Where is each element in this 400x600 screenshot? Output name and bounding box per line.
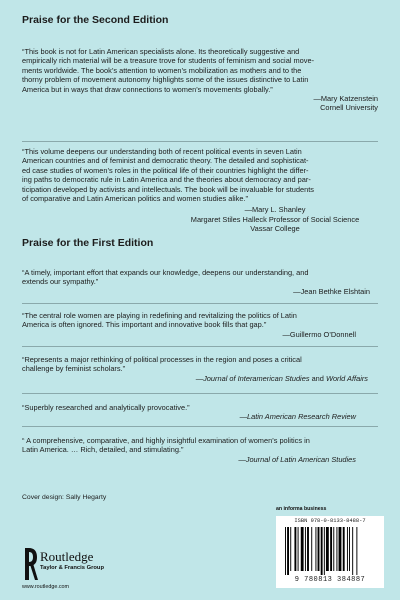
- barcode-bar: [356, 527, 357, 575]
- first-edition-heading: Praise for the First Edition: [22, 237, 154, 249]
- divider: [22, 303, 378, 304]
- quote-line: of comparative and Latin American politics and women studies alike.”: [22, 194, 248, 204]
- attribution-and: and: [309, 373, 326, 383]
- publisher-group: Taylor & Francis Group: [40, 565, 104, 571]
- quote-elshtain: [22, 268, 378, 296]
- isbn-digits: 9 780813 384887: [294, 576, 366, 584]
- quote-line: challenge by feminist scholars.”: [22, 364, 126, 374]
- barcode-bar: [307, 527, 309, 571]
- journal-name: Latin American Research Review: [247, 412, 356, 422]
- quote-line: ments worldwide. The book’s attention to women’s mobilization as mothers and to the: [22, 65, 302, 75]
- quote-jlas: [22, 436, 378, 464]
- barcode-bar: [326, 527, 329, 571]
- barcode-bar: [330, 527, 332, 571]
- barcode-bar: [347, 527, 348, 571]
- routledge-logo: [22, 546, 162, 590]
- quote-line: Latin America. … Rich, detailed, and stimulating.”: [22, 445, 184, 455]
- quote-line: America is often ignored. This important and innovative book fills that gap.”: [22, 320, 267, 330]
- barcode-bars: [285, 527, 375, 575]
- barcode-bar: [339, 527, 342, 571]
- barcode-bar: [333, 527, 334, 571]
- attribution-dash: —: [238, 454, 246, 464]
- barcode-bar: [321, 527, 323, 575]
- divider: [22, 346, 378, 347]
- attribution-dash: —: [195, 373, 204, 383]
- quote-line: extends our sympathy.”: [22, 277, 99, 287]
- journal-name: Journal of Latin American Studies: [245, 454, 356, 464]
- barcode-bar: [294, 527, 296, 571]
- attribution-affiliation: Cornell University: [320, 103, 378, 113]
- cover-design-credit: Cover design: Sally Hegarty: [22, 494, 107, 501]
- quote-line: “ A comprehensive, comparative, and highly insightful examination of women’s politics in: [22, 436, 310, 445]
- attribution-journal: [22, 455, 378, 464]
- attribution-name: —Guillermo O’Donnell: [282, 329, 356, 339]
- quote-odonnell: [22, 311, 378, 339]
- routledge-r-icon: [22, 546, 38, 582]
- quote-line: ing paths to democratic rule in Latin America and the theories about democracy and par-: [22, 175, 311, 185]
- attribution-journal: [22, 374, 378, 383]
- attribution-title: Margaret Stiles Halleck Professor of Social Science: [190, 214, 360, 224]
- attribution-dash: —: [239, 412, 247, 422]
- barcode-bar: [343, 527, 345, 571]
- barcode-bar: [311, 527, 312, 571]
- barcode-bar: [318, 527, 320, 571]
- barcode-bar: [285, 527, 286, 575]
- barcode-bar: [290, 527, 291, 571]
- attribution-name: —Mary L. Shanley: [244, 205, 306, 215]
- attribution-affiliation: Vassar College: [250, 224, 300, 234]
- barcode-bar: [305, 527, 306, 571]
- barcode-bar: [349, 527, 350, 571]
- journal-name: Journal of Interamerican Studies: [203, 373, 310, 383]
- barcode-bar: [336, 527, 337, 571]
- attribution-name: —Jean Bethke Elshtain: [293, 286, 370, 296]
- quote-line: American countries and of feminist and democratic theory. The detailed and sophisticat-: [22, 156, 309, 166]
- barcode-bar: [287, 527, 289, 575]
- quote-shanley: [22, 147, 378, 234]
- quote-interamerican: [22, 355, 378, 383]
- quote-larr: [22, 403, 378, 422]
- quote-line: thorny problem of movement autonomy highlights some of the issues distinctive to Latin: [22, 75, 309, 85]
- barcode-bar: [298, 527, 299, 571]
- barcode-bar: [315, 527, 316, 571]
- quote-line: empirically rich material will be a treasure trove for students of feminism and social move-: [22, 56, 315, 66]
- barcode-bar: [301, 527, 304, 571]
- quote-katzenstein: [22, 47, 378, 113]
- barcode-bar: [324, 527, 325, 575]
- divider: [22, 426, 378, 427]
- quote-line: “The central role women are playing in redefining and revitalizing the politics of Latin: [22, 311, 297, 320]
- quote-line: “A timely, important effort that expands our knowledge, deepens our understanding, and: [22, 268, 309, 277]
- quote-line: “This book is not for Latin American specialists alone. Its theoretically suggestive and: [22, 47, 300, 56]
- publisher-name: Routledge: [40, 549, 94, 564]
- quote-line: “Represents a major rethinking of political processes in the region and poses a critical: [22, 355, 302, 364]
- journal-name: World Affairs: [325, 373, 368, 383]
- quote-line: ticipation developed by activists and intellectuals. The book will be invaluable for students: [22, 184, 314, 194]
- barcode-bar: [352, 527, 353, 575]
- isbn-label: ISBN 978-0-8133-8488-7: [294, 518, 366, 524]
- quote-line: “This volume deepens our understanding both of recent political events in seven Latin: [22, 147, 302, 156]
- quote-line: “Superbly researched and analytically provocative.”: [22, 403, 190, 412]
- publisher-url: www.routledge.com: [22, 584, 70, 590]
- informa-tagline: an informa business: [276, 506, 327, 512]
- divider: [22, 393, 378, 394]
- attribution-journal: [22, 412, 378, 421]
- isbn-barcode: [276, 516, 384, 588]
- quote-line: America but in ways that draw connections to women’s movements globally.”: [22, 84, 273, 94]
- divider: [22, 141, 378, 142]
- quote-line: ed case studies of women’s roles in the political life of their countries highlight the differ-: [22, 165, 309, 175]
- second-edition-heading: Praise for the Second Edition: [22, 14, 169, 26]
- attribution-name: —Mary Katzenstein: [313, 94, 378, 104]
